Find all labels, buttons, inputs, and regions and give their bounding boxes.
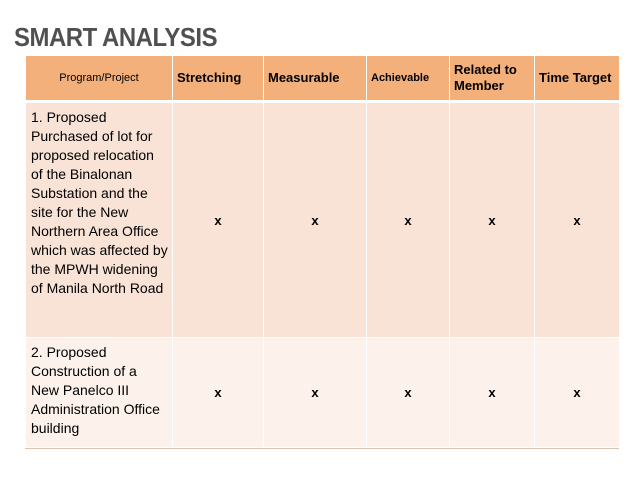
header-related-to-member: Related to Member [450,56,535,102]
program-cell: 1. Proposed Purchased of lot for proposed relocation of the Binalonan Substation and the site for the New Northern Area Office which was affected by the MPWH widening of Manila North Road [26,102,173,338]
smart-table-container [25,55,619,450]
stretching-cell: x [173,102,264,338]
table-bottom-divider [25,448,619,449]
time-target-cell: x [535,338,620,448]
stretching-cell: x [173,338,264,448]
related-to-member-cell: x [450,102,535,338]
time-target-cell: x [535,102,620,338]
header-program-project: Program/Project [26,56,173,102]
achievable-cell: x [367,338,450,448]
header-achievable: Achievable [367,56,450,102]
measurable-cell: x [264,338,367,448]
achievable-cell: x [367,102,450,338]
table-row [26,102,620,338]
program-cell: 2. Proposed Construction of a New Panelco III Administration Office building [26,338,173,448]
measurable-cell: x [264,102,367,338]
table-row [26,338,620,448]
header-stretching: Stretching [173,56,264,102]
table-header-row [26,56,620,102]
smart-analysis-table [25,55,620,448]
header-measurable: Measurable [264,56,367,102]
header-time-target: Time Target [535,56,620,102]
related-to-member-cell: x [450,338,535,448]
slide-title: SMART ANALYSIS [14,22,218,52]
